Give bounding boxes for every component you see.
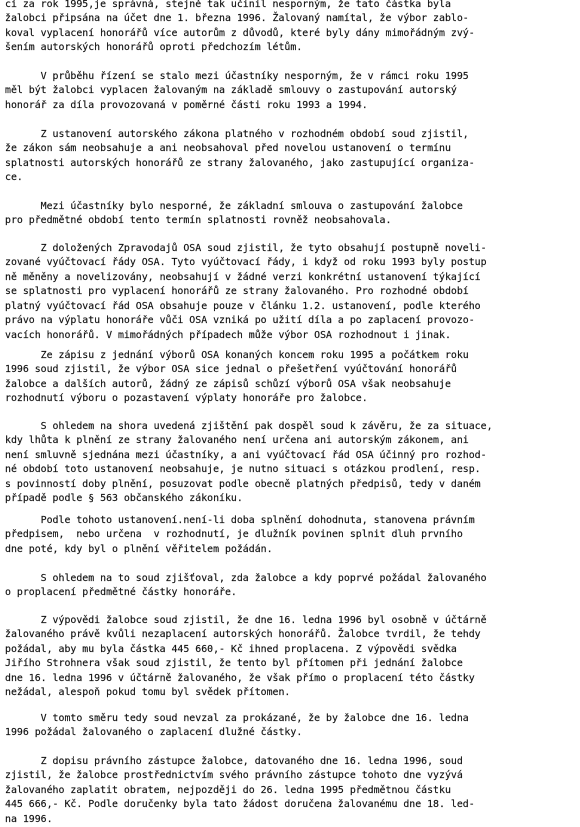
text-line: kdy lhůta k plnění ze strany žalovaného není určena ani autorským zákonem, ani	[5, 435, 469, 447]
text-line: že zákon sám neobsahuje a ani neobsahoval před novelou ustanovení o termínu	[5, 143, 451, 155]
text-line: případě podle § 563 občanského zákoníku.	[5, 493, 243, 505]
text-line: Mezi účastníky bylo nesporné, že základní smlouva o zastupování žalobce	[5, 201, 463, 212]
text-line: měl být žalobci vyplacen žalovaným na základě smlouvy o zastupování autorský	[5, 85, 457, 97]
paragraph-10	[5, 614, 574, 701]
text-line: o proplacení předmětné částky honoráře.	[5, 587, 237, 599]
text-line: Z dopisu právního zástupce žalobce, datovaného dne 16. ledna 1996, soud	[5, 756, 463, 767]
paragraph-7	[5, 420, 574, 507]
text-line: né období toto ustanovení neobsahuje, je nutno situaci s otázkou prodlení, resp.	[5, 464, 481, 476]
text-line: žalobce a dalších autorů, žádný ze zápisů schůzí výborů OSA však neobsahuje	[5, 378, 451, 390]
text-line: Jiřího Strohnera však soud zjistil, že tento byl přítomen při jednání žalobce	[5, 658, 463, 670]
text-line: vacích honorářů. V mimořádných případech může výbor OSA rozhodnout i jinak.	[5, 329, 451, 341]
text-line: předpisem, nebo určena v rozhodnutí, je dlužník povinen splnit dluh prvního	[5, 529, 463, 541]
text-line: nežádal, alespoň pokud tomu byl svědek přítomen.	[5, 687, 291, 699]
text-line: S ohledem na to soud zjišťoval, zda žalobce a kdy poprvé požádal žalovaného	[5, 573, 487, 584]
text-line: dne poté, kdy byl o plnění věřitelem požádán.	[5, 543, 273, 555]
text-line: V tomto směru tedy soud nevzal za prokázané, že by žalobce dne 16. ledna	[5, 713, 469, 724]
text-line: žalobci připsána na účet dne 1. března 1996. Žalovaný namítal, že výbor zablo-	[5, 13, 469, 25]
text-line: 445 666,- Kč. Podle doručenky byla tato žádost doručena žalovanému dne 18. led-	[5, 799, 475, 811]
text-line: 1996 soud zjistil, že výbor OSA sice jednal o přešetření vyúčtování honorářů	[5, 364, 457, 376]
text-line: ce.	[5, 172, 23, 184]
text-line: V průběhu řízení se stalo mezi účastníky nesporným, že v rámci roku 1995	[5, 71, 469, 82]
text-line: požádal, aby mu byla částka 445 660,- Kč ihned proplacena. Z výpovědi svědka	[5, 643, 457, 655]
paragraph-8	[5, 514, 574, 557]
text-line: s povinností doby plnění, posuzovat podle obecně platných předpisů, tedy v daném	[5, 478, 481, 490]
text-line: žalovaného zaplatit obratem, nejpozději do 26. ledna 1995 předmětnou částku	[5, 784, 451, 796]
text-line: Podle tohoto ustanovení.není-li doba splnění dohodnuta, stanovena právním	[5, 515, 475, 526]
text-line: není smluvně sjednána mezi účastníky, a ani vyúčtovací řád OSA účinný pro rozhod-	[5, 449, 487, 461]
text-line: Z výpovědi žalobce soud zjistil, že dne 16. ledna 1996 byl osobně v účtárně	[5, 615, 487, 626]
text-line: žalovaného právě kvůli nezaplacení autorských honorářů. Žalobce tvrdil, že tehdy	[5, 629, 481, 641]
text-line: S ohledem na shora uvedená zjištění pak dospěl soud k závěru, že za situace,	[5, 421, 493, 432]
paragraph-6	[5, 349, 574, 407]
paragraph-4	[5, 200, 574, 229]
text-line: právo na výplatu honoráře vůči OSA vzniká po užití díla a po zaplacení provozo-	[5, 315, 475, 327]
text-line: Z ustanovení autorského zákona platného v rozhodném období soud zjistil,	[5, 129, 469, 140]
text-line: šením autorských honorářů oproti předchozím létům.	[5, 42, 303, 54]
text-line: Ze zápisu z jednání výborů OSA konaných koncem roku 1995 a počátkem roku	[5, 350, 469, 361]
paragraph-3	[5, 128, 574, 186]
text-line: rozhodnutí výboru o pozastavení výplaty honoráře pro žalobce.	[5, 393, 368, 405]
text-line: ně měněny a novelizovány, neobsahují v žádné verzi konkrétní ustanovení týkající	[5, 271, 481, 283]
text-line: 1996 požádal žalovaného o zaplacení dlužné částky.	[5, 727, 303, 739]
text-line: dne 16. ledna 1996 v účtárně žalovaného, že však přímo o proplacení této částky	[5, 672, 475, 684]
text-line: platný vyúčtovací řád OSA obsahuje pouze v článku 1.2. ustanovení, podle kterého	[5, 300, 481, 312]
paragraph-1	[5, 0, 574, 56]
text-line: honorář za díla provozovaná v poměrné části roku 1993 a 1994.	[5, 99, 368, 111]
text-line: pro předmětné období tento termín splatnosti rovněž neobsahovala.	[5, 215, 392, 227]
text-line: splatnosti autorských honorářů ze strany žalovaného, jako zastupující organiza-	[5, 157, 475, 169]
text-line: cí za rok 1995,je správná, stejně tak učinil nesporným, že tato částka byla	[5, 0, 451, 10]
paragraph-9	[5, 572, 574, 601]
text-line: koval vyplacení honorářů více autorům z důvodů, které byly dány mimořádným zvý-	[5, 27, 475, 39]
text-line: Z doložených Zpravodajů OSA soud zjistil, že tyto obsahují postupně noveli-	[5, 243, 487, 254]
text-line: zované vyúčtovací řády OSA. Tyto vyúčtovací řády, i když od roku 1993 byly postup	[5, 257, 487, 269]
paragraph-2	[5, 70, 574, 113]
paragraph-11	[5, 712, 574, 741]
text-line: na 1996.	[5, 813, 53, 825]
paragraph-5	[5, 242, 574, 343]
text-line: se splatnosti pro vyplacení honorářů ze strany žalovaného. Pro rozhodné období	[5, 286, 469, 298]
text-line: zjistil, že žalobce prostřednictvím svého právního zástupce tohoto dne vyzývá	[5, 770, 463, 782]
paragraph-12	[5, 755, 574, 827]
